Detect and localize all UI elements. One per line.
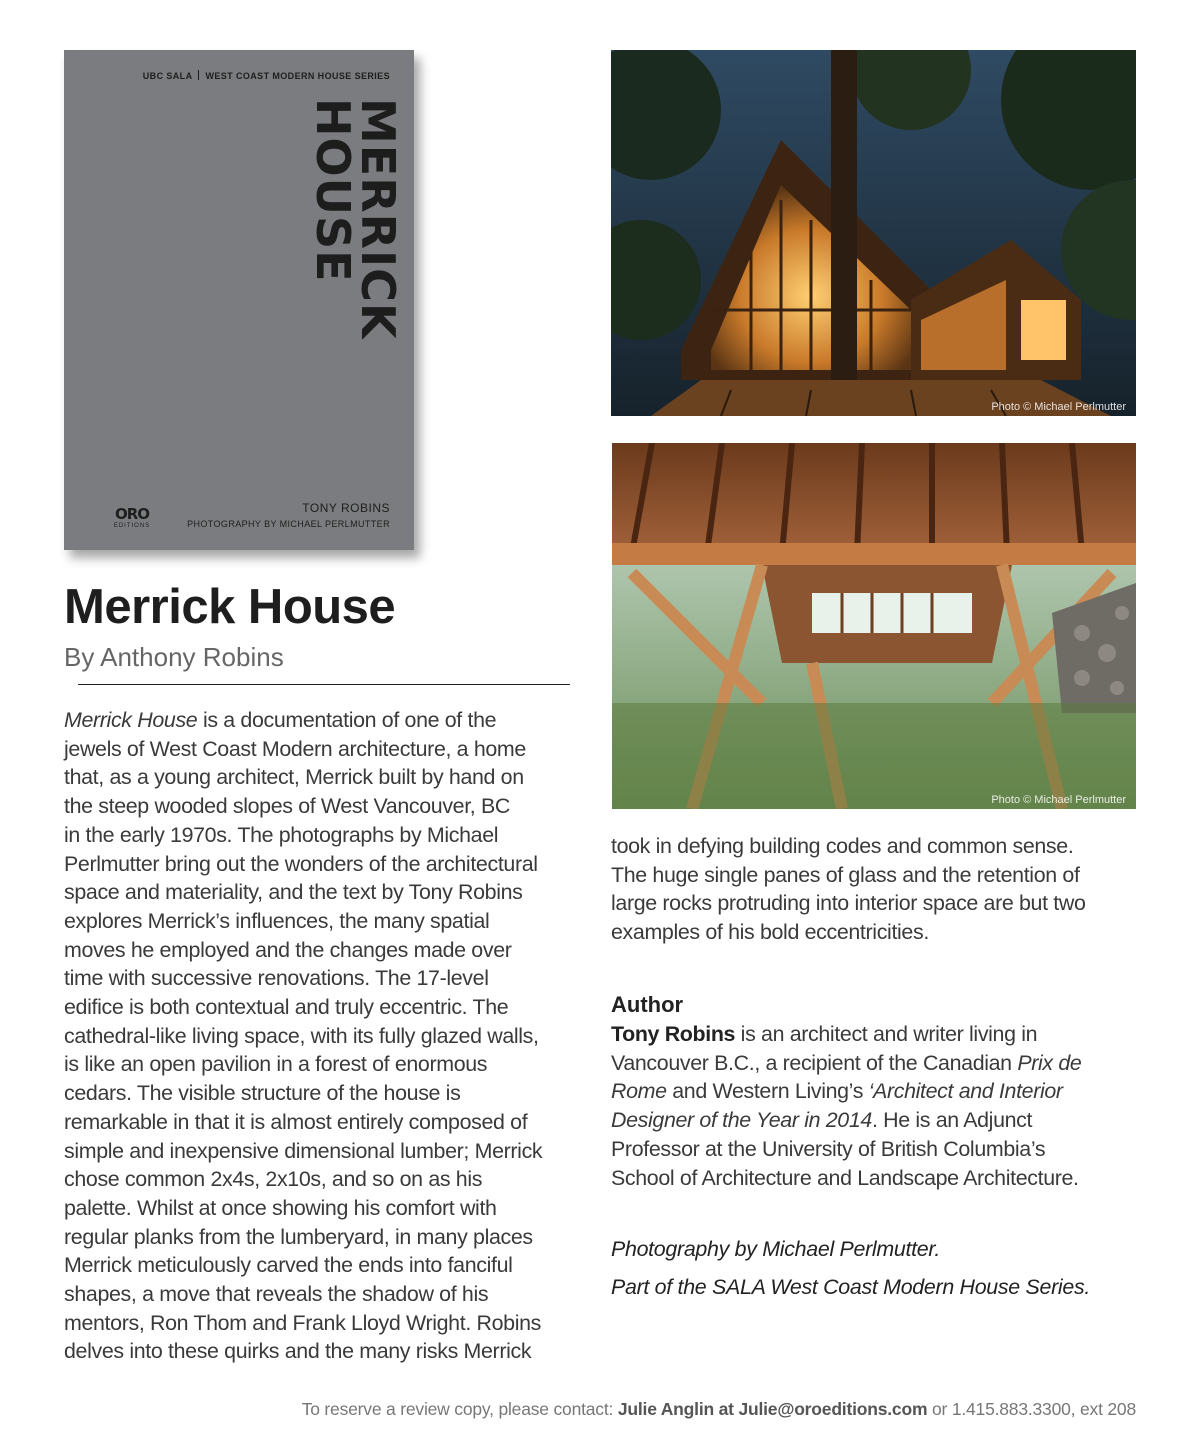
footer-contact-email[interactable]: Julie Anglin at Julie@oroeditions.com (617, 1399, 928, 1419)
author-heading: Author (611, 992, 684, 1017)
book-cover (64, 50, 414, 550)
description-line: space and materiality, and the text by Tony Robins (64, 880, 523, 905)
author-award: ‘Architect and Interior (868, 1079, 1063, 1104)
cover-series-org: UBC SALA (142, 71, 193, 81)
divider (78, 684, 570, 685)
description-line: shapes, a move that reveals the shadow of his (64, 1282, 489, 1307)
publisher-logo (112, 506, 152, 530)
description-line: moves he employed and the changes made over (64, 937, 512, 962)
series-credit: Part of the SALA West Coast Modern House Series. (611, 1275, 1091, 1299)
structure-photo (612, 443, 1136, 809)
cover-photography-credit: PHOTOGRAPHY BY MICHAEL PERLMUTTER (187, 519, 390, 529)
publisher-logo-sub: EDITIONS (113, 523, 151, 529)
footer-prefix: To reserve a review copy, please contact: (301, 1399, 618, 1419)
author-award: Designer of the Year in 2014 (611, 1108, 872, 1133)
description-line (64, 706, 584, 735)
author-bio-line: School of Architecture and Landscape Architecture. (611, 1165, 1079, 1190)
description-line: delves into these quirks and the many risks Merrick (64, 1339, 532, 1364)
author-name: Tony Robins (611, 1022, 736, 1046)
cover-series-label (143, 70, 390, 81)
footer-contact (302, 1399, 1136, 1420)
description-line: regular planks from the lumberyard, in many places (64, 1224, 533, 1249)
author-prize: Rome (611, 1079, 667, 1104)
author-bio-text: is an architect and writer living in (735, 1022, 1038, 1046)
description-line: edifice is both contextual and truly eccentric. The (64, 995, 509, 1020)
cover-series-name: WEST COAST MODERN HOUSE SERIES (205, 71, 390, 81)
description-line: Perlmutter bring out the wonders of the architectural (64, 851, 538, 876)
description-line: in the early 1970s. The photographs by Michael (64, 822, 499, 847)
exterior-photo (611, 50, 1136, 416)
description-line: mentors, Ron Thom and Frank Lloyd Wright. Robins (64, 1310, 541, 1335)
author-bio-line (611, 1106, 1151, 1135)
structure-photo-credit: Photo © Michael Perlmutter (991, 794, 1126, 806)
description-line: cedars. The visible structure of the house is (64, 1081, 461, 1106)
author-bio (611, 1020, 1151, 1192)
description-right-column (611, 832, 1151, 947)
description-line: time with successive renovations. The 17-level (64, 966, 489, 991)
author-bio-line: Professor at the University of British Columbia’s (611, 1136, 1046, 1161)
photography-credit: Photography by Michael Perlmutter. (611, 1237, 941, 1261)
description-continued-line: large rocks protruding into interior space are but two (611, 891, 1086, 916)
exterior-photo-illustration (611, 50, 1136, 416)
author-bio-text: . He is an Adjunct (871, 1108, 1033, 1133)
description-left-column (64, 706, 584, 1366)
author-bio-line (611, 1077, 1151, 1106)
description-line: is like an open pavilion in a forest of enormous (64, 1052, 488, 1077)
description-line: that, as a young architect, Merrick built by hand on (64, 765, 524, 790)
author-prize: Prix de (1017, 1050, 1082, 1075)
description-line: chose common 2x4s, 2x10s, and so on as his (64, 1167, 483, 1192)
description-line: explores Merrick’s influences, the many spatial (64, 908, 490, 933)
publisher-logo-mark: ORO (114, 505, 150, 523)
description-continued-line: examples of his bold eccentricities. (611, 920, 929, 945)
description-line: Merrick meticulously carved the ends into fanciful (64, 1253, 513, 1278)
description-line-0: is a documentation of one of the (202, 708, 497, 732)
author-bio-text: Vancouver B.C., a recipient of the Canadian (611, 1050, 1018, 1075)
description-continued-line: took in defying building codes and common sense. (611, 834, 1074, 858)
author-bio-line (611, 1020, 1151, 1049)
description-continued-line: The huge single panes of glass and the retention of (611, 862, 1080, 887)
description-lead-italic: Merrick House (64, 708, 198, 732)
author-bio-text: and Western Living’s (666, 1079, 869, 1104)
structure-photo-illustration (612, 443, 1136, 809)
byline: By Anthony Robins (64, 642, 284, 672)
description-line: palette. Whilst at once showing his comfort with (64, 1195, 497, 1220)
description-line: simple and inexpensive dimensional lumber; Merrick (64, 1138, 543, 1163)
cover-series-divider (198, 70, 199, 80)
footer-phone: or 1.415.883.3300, ext 208 (927, 1399, 1136, 1419)
description-line: remarkable in that it is almost entirely composed of (64, 1109, 528, 1134)
exterior-photo-credit: Photo © Michael Perlmutter (991, 401, 1126, 413)
cover-author: TONY ROBINS (302, 501, 390, 515)
description-line: jewels of West Coast Modern architecture, a home (64, 736, 526, 761)
description-line: cathedral-like living space, with its fully glazed walls, (64, 1023, 539, 1048)
cover-title: MERRICK HOUSE (306, 98, 405, 340)
author-bio-line (611, 1049, 1151, 1078)
page-title: Merrick House (64, 580, 396, 634)
description-line: the steep wooded slopes of West Vancouver, BC (64, 794, 511, 819)
